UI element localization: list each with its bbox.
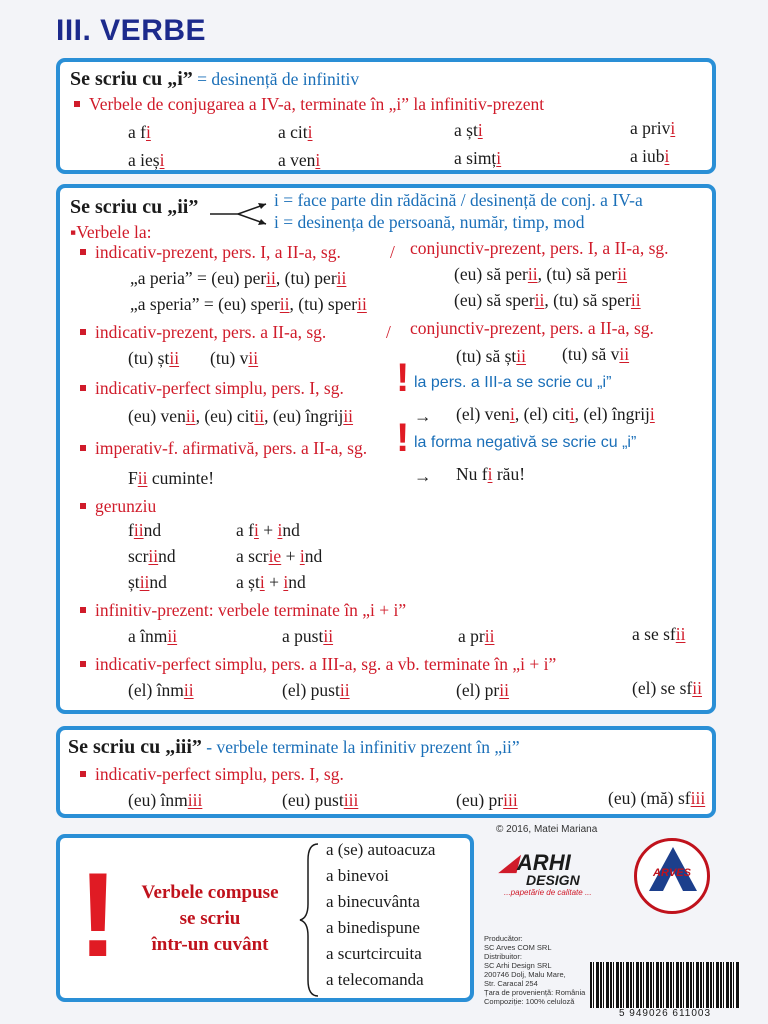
arrow-icon: →: [414, 406, 432, 426]
example-word: a veni: [278, 150, 321, 170]
example-word: a ști: [454, 120, 483, 140]
exclamation-icon: !: [396, 416, 410, 460]
rule-label: indicativ-perfect simplu, pers. I, sg.: [80, 378, 344, 399]
example-word: (tu) să vii: [562, 344, 630, 364]
compound-verb: a binecuvânta: [326, 892, 420, 911]
example-word: (tu) să știi: [456, 346, 527, 366]
section-ii-box: [56, 184, 716, 714]
rule-label: infinitiv-prezent: verbele terminate în „i + i”: [80, 600, 406, 621]
compound-verb: a scurtcircuita: [326, 944, 422, 963]
example-word: (tu) știi: [128, 348, 180, 368]
example-word: (eu) priii: [456, 790, 518, 810]
separator: /: [386, 322, 391, 342]
example-word: (el) prii: [456, 680, 509, 700]
section-i-heading: Se scriu cu „i” = desinență de infinitiv: [70, 68, 360, 90]
example-word: (eu) pustiii: [282, 790, 359, 810]
rule-label: indicativ-perfect simplu, pers. I, sg.: [80, 764, 344, 785]
note: la pers. a III-a se scrie cu „i”: [414, 374, 612, 391]
exclamation-icon: !: [78, 848, 118, 982]
example-word: a privi: [630, 118, 676, 138]
producer-info: Producător: SC Arves COM SRL Distribuitor: SC Arhi Design SRL 200746 Dolj, Malu Mare, Str. Caracal 254 Țara de proveniență: România Compoziție: 100% celuloză: [484, 934, 586, 1006]
example-word: a simți: [454, 148, 502, 168]
gerund-explain: a ști + ind: [236, 572, 306, 592]
rule-label: indicativ-perfect simplu, pers. a III-a, sg. a vb. terminate în „i + i”: [80, 654, 556, 675]
example-word: a fi: [128, 122, 151, 142]
example-line: „a peria” = (eu) perii, (tu) perii: [130, 268, 347, 288]
rule-label: imperativ-f. afirmativă, pers. a II-a, sg.: [80, 438, 367, 459]
rule-label: conjunctiv-prezent, pers. a II-a, sg.: [410, 318, 654, 338]
arrow-note-1: i = face parte din rădăcină / desinență de conj. a IV-a: [274, 190, 643, 210]
brace-icon: [298, 840, 322, 1000]
example-line: (eu) venii, (eu) citii, (eu) îngrijii: [128, 406, 354, 426]
barcode: [590, 962, 740, 1008]
gerund-word: scriind: [128, 546, 176, 566]
example-word: a prii: [458, 626, 495, 646]
arrow-icon: [208, 196, 272, 232]
gerund-word: știind: [128, 572, 167, 592]
section-i-box: [56, 58, 716, 174]
section-ii-intro: ▪Verbele la:: [70, 222, 152, 242]
arrow-icon: →: [414, 466, 432, 486]
separator: /: [390, 242, 395, 262]
section-ii-heading: Se scriu cu „ii”: [70, 196, 199, 218]
example-line: „a speria” = (eu) sperii, (tu) sperii: [130, 294, 367, 314]
rule-label: conjunctiv-prezent, pers. I, a II-a, sg.: [410, 238, 669, 258]
gerund-explain: a fi + ind: [236, 520, 300, 540]
example-word: a iubi: [630, 146, 670, 166]
section-iii-heading: Se scriu cu „iii” - verbele terminate la infinitiv prezent în „ii”: [68, 736, 520, 758]
section-iii-box: [56, 726, 716, 818]
gerund-word: fiind: [128, 520, 162, 540]
compound-verb: a binevoi: [326, 866, 389, 885]
example-word: (eu) (mă) sfiii: [608, 788, 706, 808]
example-word: a pustii: [282, 626, 334, 646]
example-line: (eu) să perii, (tu) să perii: [454, 264, 628, 284]
compound-verbs-box: [56, 834, 474, 1002]
example-word: a se sfii: [632, 624, 686, 644]
page-title: III. VERBE: [56, 14, 207, 47]
compound-verb: a binedispune: [326, 918, 420, 937]
rule-label: gerunziu: [80, 496, 156, 517]
barcode-number: 5 949026 611003: [590, 1008, 740, 1019]
example-word: (el) pustii: [282, 680, 350, 700]
example-line: (el) veni, (el) citi, (el) îngriji: [456, 404, 655, 424]
arves-logo: ARVES: [634, 838, 710, 914]
compound-note: Verbele compuse se scriu într-un cuvânt: [141, 882, 279, 955]
example-word: (el) se sfii: [632, 678, 702, 698]
example-word: a ieși: [128, 150, 165, 170]
example-line: Fii cuminte!: [128, 468, 215, 488]
gerund-explain: a scrie + ind: [236, 546, 323, 566]
copyright: © 2016, Matei Mariana: [496, 824, 598, 835]
rule-label: indicativ-prezent, pers. a II-a, sg.: [80, 322, 326, 343]
section-i-bullet: Verbele de conjugarea a IV-a, terminate în „i” la infinitiv-prezent: [74, 94, 544, 115]
example-word: (el) înmii: [128, 680, 194, 700]
exclamation-icon: !: [396, 356, 410, 400]
rule-label: indicativ-prezent, pers. I, a II-a, sg.: [80, 242, 341, 263]
arhi-design-logo: ◢ARHI DESIGN ...papetărie de calitate ...: [500, 850, 592, 897]
example-word: a citi: [278, 122, 313, 142]
compound-verb: a (se) autoacuza: [326, 840, 436, 859]
example-word: (tu) vii: [210, 348, 259, 368]
example-word: (eu) înmiii: [128, 790, 203, 810]
example-line: Nu fi rău!: [456, 464, 526, 484]
example-line: (eu) să sperii, (tu) să sperii: [454, 290, 641, 310]
example-word: a înmii: [128, 626, 178, 646]
compound-verb: a telecomanda: [326, 970, 424, 989]
note: la forma negativă se scrie cu „i”: [414, 434, 637, 451]
arrow-note-2: i = desinența de persoană, număr, timp, mod: [274, 212, 585, 232]
